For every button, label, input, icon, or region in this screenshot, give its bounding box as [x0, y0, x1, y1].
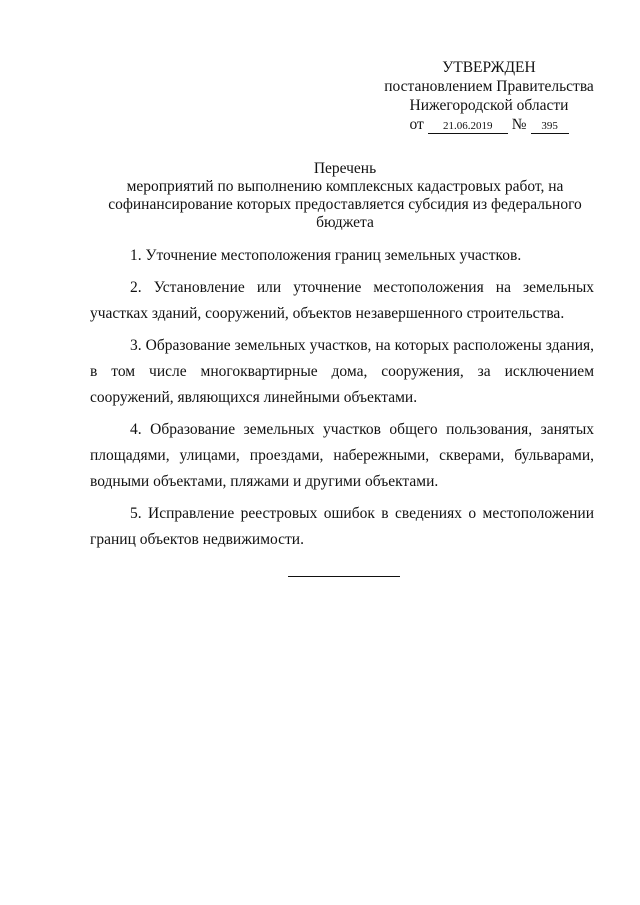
- approval-block: [380, 58, 598, 134]
- approval-heading: УТВЕРЖДЕН: [442, 59, 536, 76]
- title-line-2: софинансирование которых предоставляется субсидия из федерального: [108, 196, 582, 213]
- title-line-3: бюджета: [316, 214, 374, 231]
- title-heading: Перечень: [313, 160, 377, 177]
- approval-number: 395: [531, 119, 569, 134]
- number-label: №: [511, 116, 527, 133]
- approval-date-line: [380, 115, 598, 134]
- list-item: 2. Установление или уточнение местоположения на земельных участках зданий, сооружений, объектов незавершенного строительства.: [90, 279, 594, 322]
- list-item: 5. Исправление реестровых ошибок в сведениях о местоположении границ объектов недвижимости.: [90, 505, 594, 548]
- approval-line-1: постановлением Правительства: [384, 78, 594, 95]
- approval-line-2: Нижегородской области: [409, 97, 569, 114]
- document-title: [100, 160, 590, 232]
- title-line-1: мероприятий по выполнению комплексных кадастровых работ, на: [126, 178, 564, 195]
- list-item: 4. Образование земельных участков общего пользования, занятых площадями, улицами, проездами, набережными, скверами, бульварами, водными объектами, пляжами и другими объектами.: [90, 421, 594, 490]
- approval-date: 21.06.2019: [428, 119, 508, 134]
- closing-separator-line: [288, 576, 400, 577]
- from-label: от: [409, 116, 424, 133]
- list-item: 3. Образование земельных участков, на которых расположены здания, в том числе многоквартирные дома, сооружения, за исключением сооружений, являющихся линейными объектами.: [90, 337, 594, 406]
- list-item: 1. Уточнение местоположения границ земельных участков.: [130, 247, 522, 264]
- measures-list: [90, 243, 594, 559]
